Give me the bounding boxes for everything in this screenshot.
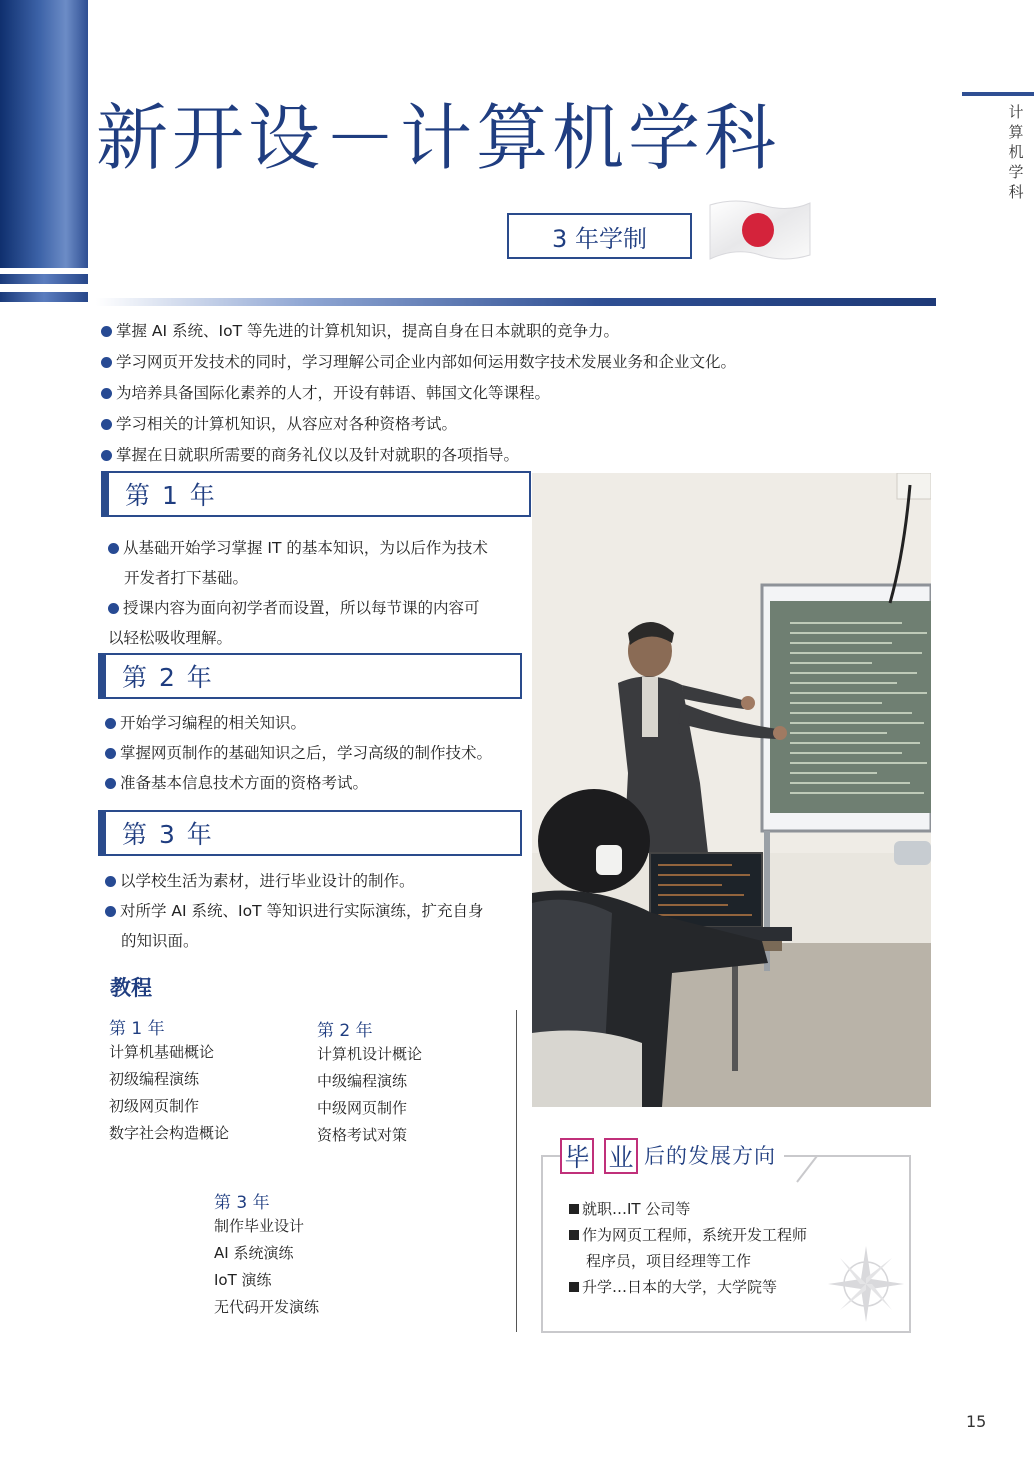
curriculum-item: AI 系统演练	[214, 1244, 294, 1262]
year3-line: 以学校生活为素材，进行毕业设计的制作。	[120, 872, 415, 890]
curriculum-year1-label: 第 1 年	[109, 1019, 165, 1039]
classroom-illustration	[532, 473, 931, 1107]
curriculum-year2-label: 第 2 年	[317, 1021, 373, 1041]
heading-char-box: 毕	[560, 1138, 594, 1174]
after-graduation-item: 就职…IT 公司等	[582, 1200, 691, 1218]
year2-line: 开始学习编程的相关知识。	[120, 714, 307, 732]
year2-heading-text: 第 2 年	[122, 663, 214, 692]
intro-bullet-text: 学习相关的计算机知识，从容应对各种资格考试。	[116, 415, 458, 433]
year3-heading-text: 第 3 年	[122, 820, 214, 849]
bullet-dot-icon	[105, 718, 116, 729]
year1-text	[108, 533, 530, 653]
curriculum-item: IoT 演练	[214, 1271, 272, 1289]
year1-heading	[101, 471, 531, 517]
curriculum-separator	[516, 1010, 517, 1332]
intro-bullet	[101, 413, 457, 435]
curriculum-item: 数字社会构造概论	[109, 1124, 230, 1142]
side-label-char: 算	[1008, 123, 1024, 141]
heading-accent	[103, 473, 109, 515]
intro-bullet	[101, 351, 736, 373]
curriculum-year1	[109, 1014, 229, 1147]
bullet-dot-icon	[105, 876, 116, 887]
curriculum-item: 无代码开发演练	[214, 1298, 320, 1316]
years-badge	[507, 213, 692, 259]
compass-rose-icon	[826, 1244, 906, 1324]
page-number: 15	[966, 1412, 987, 1431]
heading-accent	[100, 812, 106, 854]
curriculum-item: 中级编程演练	[317, 1072, 408, 1090]
square-bullet-icon	[569, 1282, 579, 1292]
year2-line: 掌握网页制作的基础知识之后，学习高级的制作技术。	[120, 744, 493, 762]
bullet-dot-icon	[101, 450, 112, 461]
after-graduation-heading	[560, 1138, 784, 1174]
side-rule	[962, 92, 1034, 96]
intro-bullet-text: 掌握 AI 系统、IoT 等先进的计算机知识，提高自身在日本就职的竞争力。	[116, 322, 619, 340]
curriculum-item: 计算机基础概论	[109, 1043, 215, 1061]
bullet-dot-icon	[108, 543, 119, 554]
curriculum-item: 初级网页制作	[109, 1097, 200, 1115]
classroom-photo	[532, 473, 931, 1107]
year1-line: 开发者打下基础。	[124, 569, 249, 587]
bullet-dot-icon	[101, 419, 112, 430]
curriculum-title: 教程	[110, 976, 152, 1000]
year3-line: 的知识面。	[121, 932, 199, 950]
year2-heading	[98, 653, 522, 699]
curriculum-item: 中级网页制作	[317, 1099, 408, 1117]
side-label-char: 科	[1008, 183, 1024, 201]
bullet-dot-icon	[108, 603, 119, 614]
heading-slash-decoration	[795, 1150, 825, 1184]
curriculum-year3	[214, 1188, 319, 1321]
side-label-char: 学	[1008, 163, 1024, 181]
heading-accent	[100, 655, 106, 697]
years-badge-label: 3 年学制	[552, 224, 647, 253]
header-divider	[96, 298, 936, 306]
page-title: 新开设－计算机学科	[96, 96, 781, 180]
year2-text	[105, 708, 530, 798]
curriculum-item: 初级编程演练	[109, 1070, 200, 1088]
after-graduation-heading-text: 后的发展方向	[644, 1144, 776, 1168]
heading-char-box: 业	[604, 1138, 638, 1174]
curriculum-item: 计算机设计概论	[317, 1045, 423, 1063]
left-decorative-stripe	[0, 292, 88, 302]
after-graduation-item: 作为网页工程师，系统开发工程师	[582, 1226, 808, 1244]
side-label	[1006, 102, 1026, 202]
after-graduation-list	[569, 1196, 807, 1300]
year1-line: 从基础开始学习掌握 IT 的基本知识，为以后作为技术	[123, 539, 488, 557]
bullet-dot-icon	[101, 326, 112, 337]
left-decorative-bar	[0, 0, 88, 268]
year1-line: 授课内容为面向初学者而设置，所以每节课的内容可	[123, 599, 480, 617]
year2-line: 准备基本信息技术方面的资格考试。	[120, 774, 369, 792]
side-label-char: 机	[1008, 143, 1024, 161]
side-label-char: 计	[1008, 103, 1024, 121]
bullet-dot-icon	[105, 906, 116, 917]
curriculum-year2	[317, 1016, 422, 1149]
intro-bullet-text: 学习网页开发技术的同时，学习理解公司企业内部如何运用数字技术发展业务和企业文化。	[116, 353, 737, 371]
curriculum-item: 制作毕业设计	[214, 1217, 305, 1235]
curriculum-year3-label: 第 3 年	[214, 1193, 270, 1213]
curriculum-item: 资格考试对策	[317, 1126, 408, 1144]
year1-line: 以轻松吸收理解。	[108, 629, 233, 647]
bullet-dot-icon	[101, 388, 112, 399]
japan-flag-icon	[706, 197, 814, 267]
left-decorative-stripe	[0, 274, 88, 284]
intro-bullet-text: 为培养具备国际化素养的人才，开设有韩语、韩国文化等课程。	[116, 384, 551, 402]
year3-heading	[98, 810, 522, 856]
bullet-dot-icon	[105, 778, 116, 789]
year3-text	[105, 866, 530, 956]
intro-bullet-text: 掌握在日就职所需要的商务礼仪以及针对就职的各项指导。	[116, 446, 520, 464]
square-bullet-icon	[569, 1204, 579, 1214]
intro-bullet	[101, 382, 550, 404]
year1-heading-text: 第 1 年	[125, 481, 217, 510]
after-graduation-item: 升学…日本的大学，大学院等	[582, 1278, 778, 1296]
year3-line: 对所学 AI 系统、IoT 等知识进行实际演练，扩充自身	[120, 902, 484, 920]
intro-bullet	[101, 320, 619, 342]
square-bullet-icon	[569, 1230, 579, 1240]
bullet-dot-icon	[101, 357, 112, 368]
bullet-dot-icon	[105, 748, 116, 759]
intro-bullet	[101, 444, 519, 466]
after-graduation-item: 程序员，项目经理等工作	[586, 1252, 752, 1270]
